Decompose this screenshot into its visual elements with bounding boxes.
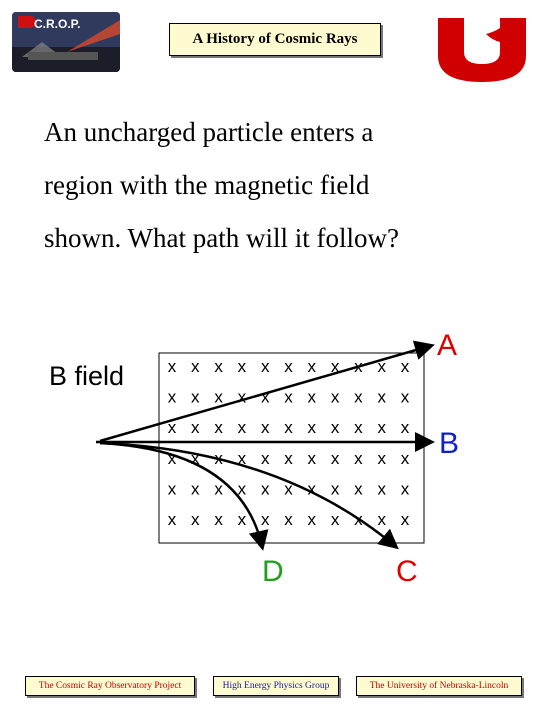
field-x-mark: x <box>330 387 340 407</box>
field-x-mark: x <box>237 448 247 468</box>
footer-group: High Energy Physics Group <box>213 676 339 696</box>
field-x-mark: x <box>284 479 293 499</box>
field-x-mark: x <box>214 357 223 376</box>
field-x-mark: x <box>400 357 410 376</box>
option-b-label: B <box>439 427 460 460</box>
field-x-mark: x <box>400 387 410 407</box>
option-a-label: A <box>437 329 458 362</box>
question-line-3: shown. What path will it follow? <box>44 223 399 253</box>
field-x-mark: x <box>260 448 270 468</box>
field-x-mark: x <box>330 418 340 438</box>
field-x-mark: x <box>377 387 386 407</box>
field-x-mark: x <box>377 510 386 529</box>
question-line-1: An uncharged particle enters a <box>44 117 374 147</box>
field-x-mark: x <box>400 448 410 468</box>
field-x-mark: x <box>191 387 200 407</box>
field-x-mark: x <box>354 418 363 438</box>
field-x-mark: x <box>307 448 317 468</box>
field-x-mark: x <box>191 357 200 376</box>
field-x-mark: x <box>260 479 270 499</box>
field-x-mark: x <box>191 418 200 438</box>
field-x-mark: x <box>354 448 363 468</box>
field-x-mark: x <box>354 510 363 529</box>
field-x-mark: x <box>237 387 247 407</box>
field-x-mark: x <box>354 387 363 407</box>
field-x-mark: x <box>354 479 363 499</box>
field-x-mark: x <box>237 479 247 499</box>
field-x-mark: x <box>214 510 223 529</box>
field-x-mark: x <box>214 418 223 438</box>
field-x-mark: x <box>167 357 177 376</box>
b-field-label: B field <box>49 361 125 391</box>
field-x-mark: x <box>237 357 247 376</box>
field-x-mark: x <box>330 357 340 376</box>
field-x-mark: x <box>377 479 386 499</box>
field-x-mark: x <box>377 448 386 468</box>
field-x-mark: x <box>284 357 293 376</box>
field-x-mark: x <box>307 418 317 438</box>
field-x-mark: x <box>377 418 386 438</box>
field-x-mark: x <box>330 479 340 499</box>
field-x-mark: x <box>237 510 247 529</box>
field-x-mark: x <box>260 418 270 438</box>
field-x-mark: x <box>167 418 177 438</box>
option-c-label: C <box>396 555 418 588</box>
field-x-mark: x <box>307 357 317 376</box>
field-x-mark: x <box>284 387 293 407</box>
field-x-mark: x <box>191 479 200 499</box>
field-x-mark: x <box>377 357 386 376</box>
question-line-2: region with the magnetic field <box>44 170 370 200</box>
field-x-mark: x <box>400 418 410 438</box>
field-x-mark: x <box>214 479 223 499</box>
field-x-mark: x <box>400 510 410 529</box>
field-x-mark: x <box>191 448 200 468</box>
field-x-mark: x <box>214 387 223 407</box>
field-x-mark: x <box>307 387 317 407</box>
footer-project: The Cosmic Ray Observatory Project <box>25 676 195 696</box>
field-x-mark: x <box>167 510 177 529</box>
field-x-mark: x <box>260 510 270 529</box>
field-x-mark: x <box>167 448 177 468</box>
field-x-mark: x <box>167 479 177 499</box>
crop-logo-text: C.R.O.P. <box>34 17 81 31</box>
footer-university: The University of Nebraska-Lincoln <box>356 676 522 696</box>
field-x-mark: x <box>307 510 317 529</box>
field-x-mark: x <box>237 418 247 438</box>
field-x-mark: x <box>167 387 177 407</box>
field-x-mark: x <box>284 448 293 468</box>
field-x-mark: x <box>284 418 293 438</box>
field-x-mark: x <box>284 510 293 529</box>
field-x-mark: x <box>191 510 200 529</box>
field-x-mark: x <box>400 479 410 499</box>
field-x-mark: x <box>214 448 223 468</box>
page-header-title: A History of Cosmic Rays <box>169 23 381 56</box>
field-x-mark: x <box>260 357 270 376</box>
field-x-mark: x <box>307 479 317 499</box>
field-x-mark: x <box>330 510 340 529</box>
path-c-arrow <box>100 443 395 546</box>
option-d-label: D <box>262 555 284 588</box>
field-x-mark: x <box>260 387 270 407</box>
field-x-mark: x <box>330 448 340 468</box>
